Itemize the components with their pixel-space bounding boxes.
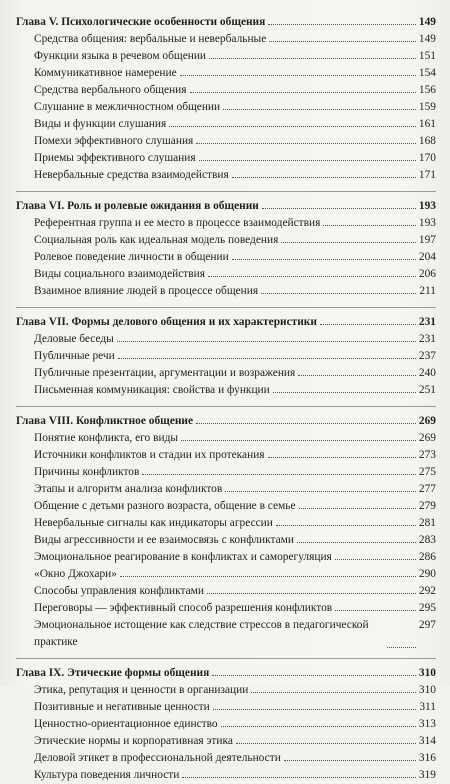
toc-entry (16, 65, 436, 82)
chapter-heading (16, 413, 436, 430)
toc-entry (16, 348, 436, 365)
dot-leader (297, 542, 416, 543)
toc-entry-title: Ценностно-ориентационное единство (34, 718, 218, 730)
toc-entry-page-number: 311 (419, 701, 436, 713)
toc-entry-title: Этика, репутация и ценности в организации (34, 684, 249, 696)
dot-leader (320, 324, 416, 325)
toc-entry (16, 750, 436, 767)
toc-entry-title: Переговоры — эффективный способ разрешения конфликтов (34, 602, 333, 614)
dot-leader (212, 675, 416, 676)
toc-entry (16, 150, 436, 167)
toc-entry-title: Деловые беседы (34, 333, 114, 345)
dot-leader (208, 276, 416, 277)
toc-entry-title: Культура поведения личности (34, 769, 180, 781)
section-divider (16, 307, 436, 308)
toc-entry-title: Понятие конфликта, его виды (34, 432, 179, 444)
dot-leader (196, 423, 416, 424)
dot-leader (299, 508, 416, 509)
toc-entry-title: Позитивные и негативные ценности (34, 701, 210, 713)
toc-entry-page-number: 159 (418, 101, 436, 113)
dot-leader (236, 743, 416, 744)
toc-entry-title: Средства общения: вербальные и невербальные (34, 33, 267, 45)
dot-leader (284, 760, 416, 761)
toc-entry (16, 699, 436, 716)
toc-entry-title: Источники конфликтов и стадии их протекания (34, 449, 265, 461)
toc-entry-page-number: 151 (418, 50, 436, 62)
toc-entry-title: Взаимное влияние людей в процессе общения (34, 285, 259, 297)
dot-leader (190, 92, 416, 93)
dot-leader (213, 709, 416, 710)
toc-entry-title: Социальная роль как идеальная модель поведения (34, 234, 279, 246)
toc-entry-page-number: 277 (418, 483, 436, 495)
toc-entry (16, 365, 436, 382)
toc-entry (16, 617, 436, 651)
toc-entry-title: Приемы эффективного слушания (34, 152, 196, 164)
toc-entry (16, 116, 436, 133)
toc-entry-title: Референтная группа и ее место в процессе взаимодействия (34, 217, 321, 229)
toc-entry (16, 82, 436, 99)
toc-entry-page-number: 292 (418, 585, 436, 597)
section-divider (16, 191, 436, 192)
toc-entry (16, 167, 436, 184)
toc-entry-title: Этические нормы и корпоративная этика (34, 735, 233, 747)
toc-entry-page-number: 316 (418, 752, 436, 764)
dot-leader (269, 41, 416, 42)
toc-entry-page-number: 273 (418, 449, 436, 461)
section-divider (16, 406, 436, 407)
toc-entry-page-number: 313 (418, 718, 436, 730)
toc-entry-page-number: 206 (418, 268, 436, 280)
dot-leader (323, 225, 416, 226)
toc-entry (16, 481, 436, 498)
chapter-heading (16, 14, 436, 31)
toc-entry-page-number: 171 (418, 169, 436, 181)
toc-entry-title: Невербальные средства взаимодействия (34, 169, 229, 181)
toc-entry-page-number: 310 (418, 684, 436, 696)
dot-leader (117, 341, 416, 342)
toc-entry (16, 733, 436, 750)
chapter-section (16, 413, 436, 651)
chapter-section (16, 665, 436, 784)
toc-entry-title: Функции языка в речевом общении (34, 50, 207, 62)
dot-leader (196, 143, 416, 144)
chapter-page-number: 193 (418, 200, 436, 212)
toc-entry-title: Общение с детьми разного возраста, общение в семье (34, 500, 296, 512)
toc-entry (16, 99, 436, 116)
dot-leader (169, 126, 416, 127)
dot-leader (251, 692, 416, 693)
chapter-heading (16, 314, 436, 331)
toc-entry (16, 532, 436, 549)
toc-entry-title: Деловой этикет в профессиональной деятельности (34, 752, 281, 764)
toc-entry (16, 133, 436, 150)
chapter-heading (16, 198, 436, 215)
toc-entry-title: Причины конфликтов (34, 466, 140, 478)
toc-entry-title: Слушание в межличностном общении (34, 101, 221, 113)
toc-entry-title: Виды социального взаимодействия (34, 268, 205, 280)
dot-leader (142, 474, 416, 475)
toc-entry-title: Ролевое поведение личности в общении (34, 251, 229, 263)
toc-entry-title: Эмоциональное реагирование в конфликтах и саморегуляция (34, 551, 332, 563)
toc-entry-page-number: 149 (418, 33, 436, 45)
toc-entry-title: Невербальные сигналы как индикаторы агрессии (34, 517, 273, 529)
dot-leader (199, 160, 416, 161)
toc-entry-page-number: 269 (418, 432, 436, 444)
toc-entry-page-number: 154 (418, 67, 436, 79)
toc-entry (16, 283, 436, 300)
toc-entry-page-number: 297 (418, 619, 436, 631)
dot-leader (118, 358, 416, 359)
toc-entry-title: Способы управления конфликтами (34, 585, 204, 597)
toc-entry (16, 464, 436, 481)
toc-entry-title: Помехи эффективного слушания (34, 135, 194, 147)
dot-leader (221, 726, 416, 727)
toc-entry (16, 498, 436, 515)
dot-leader (268, 24, 416, 25)
dot-leader (335, 610, 416, 611)
dot-leader (273, 392, 416, 393)
toc-entry-page-number: 170 (418, 152, 436, 164)
dot-leader (262, 208, 416, 209)
toc-entry-title: Коммуникативное намерение (34, 67, 177, 79)
toc-entry-page-number: 240 (418, 367, 436, 379)
toc-entry-page-number: 281 (418, 517, 436, 529)
toc-entry (16, 266, 436, 283)
dot-leader (335, 559, 416, 560)
toc-entry-page-number: 231 (418, 333, 436, 345)
toc-entry-page-number: 168 (418, 135, 436, 147)
chapter-title: Глава IX. Этические формы общения (16, 667, 210, 679)
chapter-section (16, 314, 436, 399)
toc-entry (16, 515, 436, 532)
toc-entry-page-number: 211 (419, 285, 436, 297)
toc-entry (16, 566, 436, 583)
chapter-page-number: 310 (418, 667, 436, 679)
toc-entry-page-number: 197 (418, 234, 436, 246)
toc-entry-page-number: 286 (418, 551, 436, 563)
dot-leader (298, 375, 416, 376)
dot-leader (281, 242, 416, 243)
toc-entry-title: Публичные презентации, аргументации и возражения (34, 367, 296, 379)
toc-entry-title: Эмоциональное истощение как следствие стрессов в педагогической практике (34, 619, 369, 648)
toc-entry (16, 215, 436, 232)
toc-entry (16, 331, 436, 348)
toc-entry-page-number: 279 (418, 500, 436, 512)
toc-entry (16, 716, 436, 733)
dot-leader (180, 75, 416, 76)
dot-leader (209, 58, 416, 59)
toc-entry-page-number: 237 (418, 350, 436, 362)
toc-entry-page-number: 314 (418, 735, 436, 747)
dot-leader (232, 177, 416, 178)
dot-leader (182, 777, 416, 778)
dot-leader (387, 647, 416, 648)
chapter-title: Глава VII. Формы делового общения и их характеристики (16, 316, 317, 328)
chapter-title: Глава V. Психологические особенности общения (16, 16, 266, 28)
chapter-section (16, 198, 436, 300)
toc-entry-page-number: 204 (418, 251, 436, 263)
toc-entry (16, 767, 436, 784)
section-divider (16, 658, 436, 659)
dot-leader (225, 491, 416, 492)
chapter-section (16, 14, 436, 184)
toc-entry-page-number: 275 (418, 466, 436, 478)
chapter-title: Глава VI. Роль и ролевые ожидания в общении (16, 200, 259, 212)
chapter-page-number: 149 (418, 16, 436, 28)
dot-leader (181, 440, 416, 441)
toc-entry-page-number: 319 (418, 769, 436, 781)
toc-entry-title: Этапы и алгоритм анализа конфликтов (34, 483, 223, 495)
toc-entry (16, 447, 436, 464)
toc-entry-page-number: 156 (418, 84, 436, 96)
dot-leader (223, 109, 416, 110)
toc-entry (16, 600, 436, 617)
dot-leader (268, 457, 416, 458)
toc-entry-title: Письменная коммуникация: свойства и функции (34, 384, 270, 396)
toc-entry-page-number: 251 (418, 384, 436, 396)
toc-entry-page-number: 283 (418, 534, 436, 546)
toc-entry (16, 382, 436, 399)
toc-entry-title: Публичные речи (34, 350, 115, 362)
chapter-title: Глава VIII. Конфликтное общение (16, 415, 194, 427)
toc-entry (16, 583, 436, 600)
dot-leader (261, 293, 416, 294)
toc-entry (16, 232, 436, 249)
dot-leader (207, 593, 416, 594)
toc-entry (16, 682, 436, 699)
toc-entry-page-number: 295 (418, 602, 436, 614)
toc-entry (16, 31, 436, 48)
toc-entry-title: Средства вербального общения (34, 84, 187, 96)
toc-entry-page-number: 193 (418, 217, 436, 229)
toc-entry (16, 549, 436, 566)
chapter-heading (16, 665, 436, 682)
toc-entry (16, 48, 436, 65)
toc-entry (16, 249, 436, 266)
toc-entry-page-number: 290 (418, 568, 436, 580)
chapter-page-number: 231 (418, 316, 436, 328)
toc-entry-title: Виды и функции слушания (34, 118, 167, 130)
toc-entry (16, 430, 436, 447)
dot-leader (232, 259, 416, 260)
dot-leader (120, 576, 416, 577)
dot-leader (276, 525, 416, 526)
chapter-page-number: 269 (418, 415, 436, 427)
table-of-contents (16, 14, 436, 784)
toc-entry-title: «Окно Джохари» (34, 568, 117, 580)
toc-entry-page-number: 161 (418, 118, 436, 130)
toc-entry-title: Виды агрессивности и ее взаимосвязь с конфликтами (34, 534, 294, 546)
